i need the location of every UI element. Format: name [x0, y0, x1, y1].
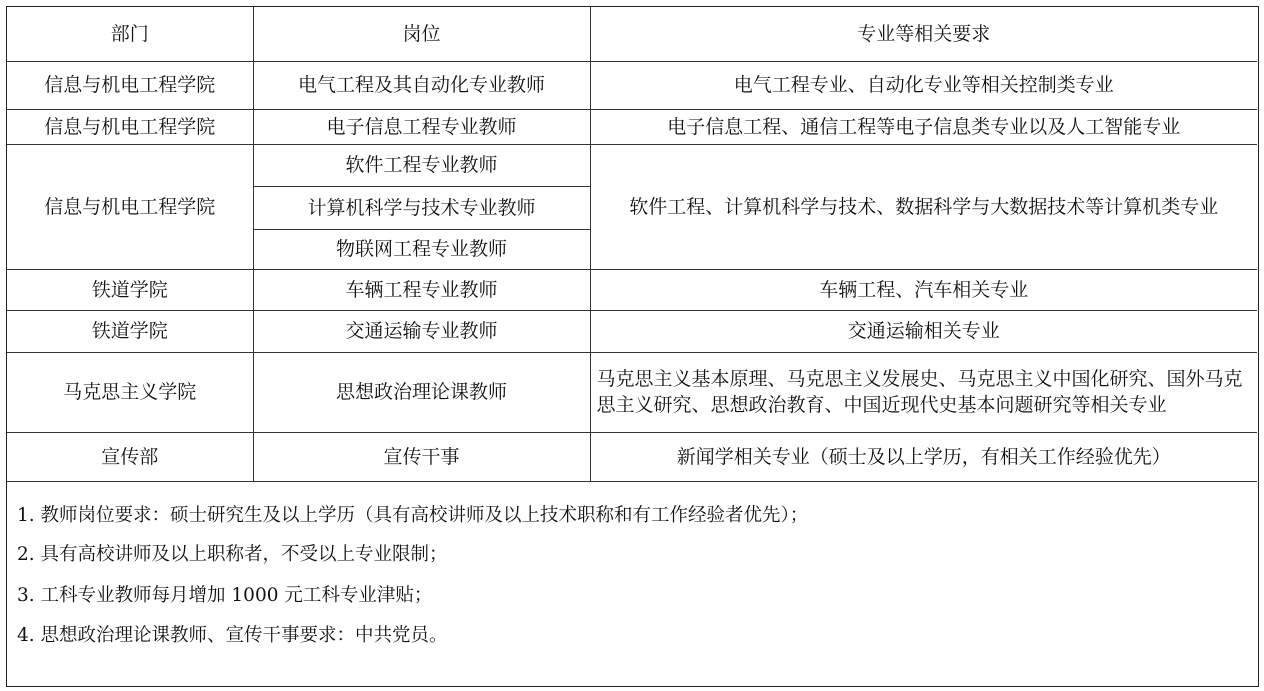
note-item: 4. 思想政治理论课教师、宣传干事要求：中共党员。 — [17, 625, 448, 646]
position-cell: 电子信息工程专业教师 — [253, 109, 590, 144]
dept-cell: 宣传部 — [7, 432, 253, 481]
requirements-cell: 马克思主义基本原理、马克思主义发展史、马克思主义中国化研究、国外马克思主义研究、思想政治教育、中国近现代史基本问题研究等相关专业 — [590, 352, 1257, 432]
table-row — [7, 352, 1257, 432]
requirements-cell: 电气工程专业、自动化专业等相关控制类专业 — [590, 61, 1257, 109]
positions-table — [7, 7, 1257, 482]
position-cell: 电气工程及其自动化专业教师 — [253, 61, 590, 109]
position-cell: 软件工程专业教师 — [253, 144, 590, 186]
position-cell: 交通运输专业教师 — [253, 310, 590, 352]
position-cell: 思想政治理论课教师 — [253, 352, 590, 432]
note-item: 3. 工科专业教师每月增加 1000 元工科专业津贴； — [17, 585, 433, 606]
note-item: 1. 教师岗位要求：硕士研究生及以上学历（具有高校讲师及以上技术职称和有工作经验者优先）； — [17, 505, 809, 526]
table-row — [7, 269, 1257, 310]
header-requirements: 专业等相关要求 — [590, 7, 1257, 61]
position-cell: 物联网工程专业教师 — [253, 229, 590, 269]
requirements-cell: 电子信息工程、通信工程等电子信息类专业以及人工智能专业 — [590, 109, 1257, 144]
table-row — [7, 144, 1257, 186]
dept-cell: 铁道学院 — [7, 310, 253, 352]
position-cell: 计算机科学与技术专业教师 — [253, 186, 590, 229]
dept-cell: 铁道学院 — [7, 269, 253, 310]
requirements-cell: 交通运输相关专业 — [590, 310, 1257, 352]
table-header-row — [7, 7, 1257, 61]
dept-cell: 马克思主义学院 — [7, 352, 253, 432]
position-cell: 车辆工程专业教师 — [253, 269, 590, 310]
position-cell: 宣传干事 — [253, 432, 590, 481]
table-row — [7, 310, 1257, 352]
header-position: 岗位 — [253, 7, 590, 61]
dept-cell: 信息与机电工程学院 — [7, 61, 253, 109]
table-row — [7, 432, 1257, 481]
dept-cell: 信息与机电工程学院 — [7, 109, 253, 144]
requirements-cell: 软件工程、计算机科学与技术、数据科学与大数据技术等计算机类专业 — [590, 144, 1257, 269]
table-row — [7, 109, 1257, 144]
requirements-cell: 车辆工程、汽车相关专业 — [590, 269, 1257, 310]
table-row — [7, 61, 1257, 109]
dept-cell: 信息与机电工程学院 — [7, 144, 253, 269]
requirements-cell: 新闻学相关专业（硕士及以上学历，有相关工作经验优先） — [590, 432, 1257, 481]
note-item: 2. 具有高校讲师及以上职称者，不受以上专业限制； — [17, 544, 448, 565]
header-dept: 部门 — [7, 7, 253, 61]
requirements-document — [6, 6, 1259, 687]
